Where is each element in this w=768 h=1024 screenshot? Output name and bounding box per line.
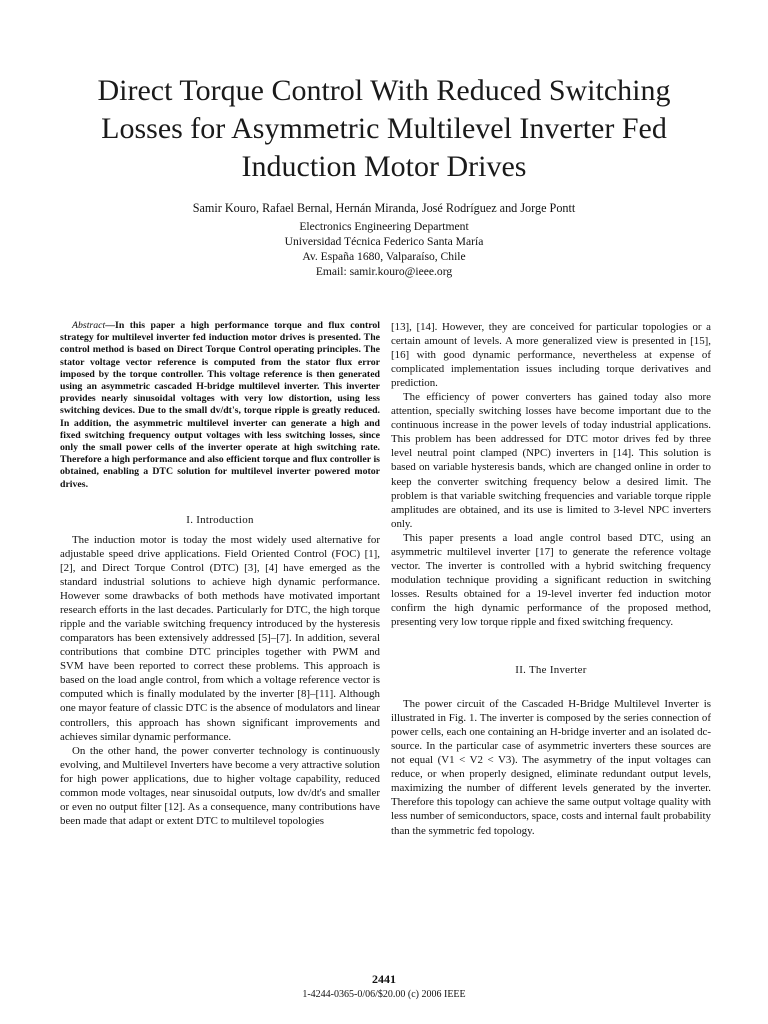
right-paragraph-1: [13], [14]. However, they are conceived for particular topologies or a certain amount of levels. A more generalized view is presented in [15], [16] with good dynamic performance, nevertheless at expense of complicated implementation issues including torque derivatives and prediction. bbox=[391, 321, 711, 390]
abstract bbox=[60, 320, 380, 491]
affiliation-address: Av. España 1680, Valparaíso, Chile bbox=[302, 250, 466, 263]
affiliation-university: Universidad Técnica Federico Santa María bbox=[284, 235, 484, 248]
intro-paragraph-2: On the other hand, the power converter technology is continuously evolving, and Multilevel Inverters have become a very attractive solution for high power applications, due to higher voltage capability, reduced common mode voltages, near sinusoidal outputs, low dv/dt's and smaller or even no output filter [12]. As a consequence, many contributions have been made that adapt or extent DTC to multilevel topologies bbox=[60, 744, 380, 827]
affiliation-block bbox=[60, 219, 708, 279]
affiliation-department: Electronics Engineering Department bbox=[299, 220, 469, 233]
affiliation-email: Email: samir.kouro@ieee.org bbox=[315, 265, 453, 278]
abstract-label: Abstract bbox=[72, 320, 106, 331]
copyright-line: 1-4244-0365-0/06/$20.00 (c) 2006 IEEE bbox=[302, 989, 466, 1000]
paper-title: Direct Torque Control With Reduced Switching Losses for Asymmetric Multilevel Inverter Fed Induction Motor Drives bbox=[97, 74, 671, 183]
section-heading-introduction: I. Introduction bbox=[186, 513, 254, 526]
right-column bbox=[391, 320, 711, 838]
page-number: 2441 bbox=[372, 972, 396, 986]
intro-paragraph-1: The induction motor is today the most widely used alternative for adjustable speed drive applications. Field Oriented Control (FOC) [1], [2], and Direct Torque Control (DTC) [3], [4] have emerged as the standard industrial solutions to achieve high dynamic performance. However some drawbacks of both methods have motivated important research efforts in the last decades. Particularly for DTC, the high torque ripple and the variable switching frequency introduced by the hysteresis comparators has been extensively addressed [5]–[7]. In addition, several contributions that combine DTC principles together with PWM and SVM have been reported to correct these problems. This approach is based on the load angle control, from which a voltage reference vector is computed which is finally modulated by the inverter [8]–[11]. Although one mayor feature of classic DTC is the absence of modulators and linear controllers, this approach has shown significant improvements and achieves similar dynamic performance. bbox=[60, 533, 380, 743]
author-list: Samir Kouro, Rafael Bernal, Hernán Miranda, José Rodríguez and Jorge Pontt bbox=[192, 201, 576, 215]
left-column bbox=[60, 320, 380, 828]
inverter-paragraph-1: The power circuit of the Cascaded H-Bridge Multilevel Inverter is illustrated in Fig. 1. The inverter is composed by the series connection of power cells, each one containing an H-bridge inverter and an isolated dc-source. In the particular case of asymmetric inverters these sources are not equal (V1 < V2 < V3). The asymmetry of the input voltages can reduce, or when properly designed, eliminate redundant output levels, maximizing the number of different levels generated by the inverter. Therefore this topology can achieve the same output voltage quality with less number of semiconductors, space, costs and internal fault probability than the symmetric fed topology. bbox=[391, 698, 711, 837]
section-heading-inverter: II. The Inverter bbox=[515, 664, 587, 677]
abstract-text: —In this paper a high performance torque and flux control strategy for multilevel inverter fed induction motor drives is presented. The control method is based on Direct Torque Control operating principles. The stator voltage vector reference is computed from the stator flux error imposed by the torque controller. This voltage reference is then generated using an asymmetric cascaded H-bridge multilevel inverter. This inverter provides nearly sinusoidal voltages with very low distortion, using less switching devices. Due to the small dv/dt's, torque ripple is greatly reduced. In addition, the asymmetric multilevel inverter can generate a high and fixed switching frequency output voltages with less switching losses, since only the small power cells of the inverter operate at high switching rate. Therefore a high performance and also efficient torque and flux controller is obtained, enabling a DTC solution for multilevel inverter powered motor drives. bbox=[60, 320, 380, 490]
right-paragraph-2: The efficiency of power converters has gained today also more attention, specially switching losses have become important due to the continuous increase in the power levels of today industrial applications. This problem has been addressed for DTC motor drives fed by three level neutral point clamped (NPC) inverters in [14]. This solution is based on variable hysteresis bands, which are changed online in order to keep the converter switching frequency below a desired limit. The problem is that variable switching frequencies and variable torque ripple amplitudes are obtained, and its use is limited to 3-level NPC inverters only. bbox=[391, 391, 711, 530]
right-paragraph-3: This paper presents a load angle control based DTC, using an asymmetric multilevel inverter [17] to generate the reference voltage vector. The inverter is controlled with a hybrid switching frequency modulation technique providing a significant reduction in switching losses. Results obtained for a 19-level inverter fed induction motor confirm the high dynamic performance of the proposed method, presenting very low torque ripple and fixed switching frequency. bbox=[391, 531, 711, 628]
